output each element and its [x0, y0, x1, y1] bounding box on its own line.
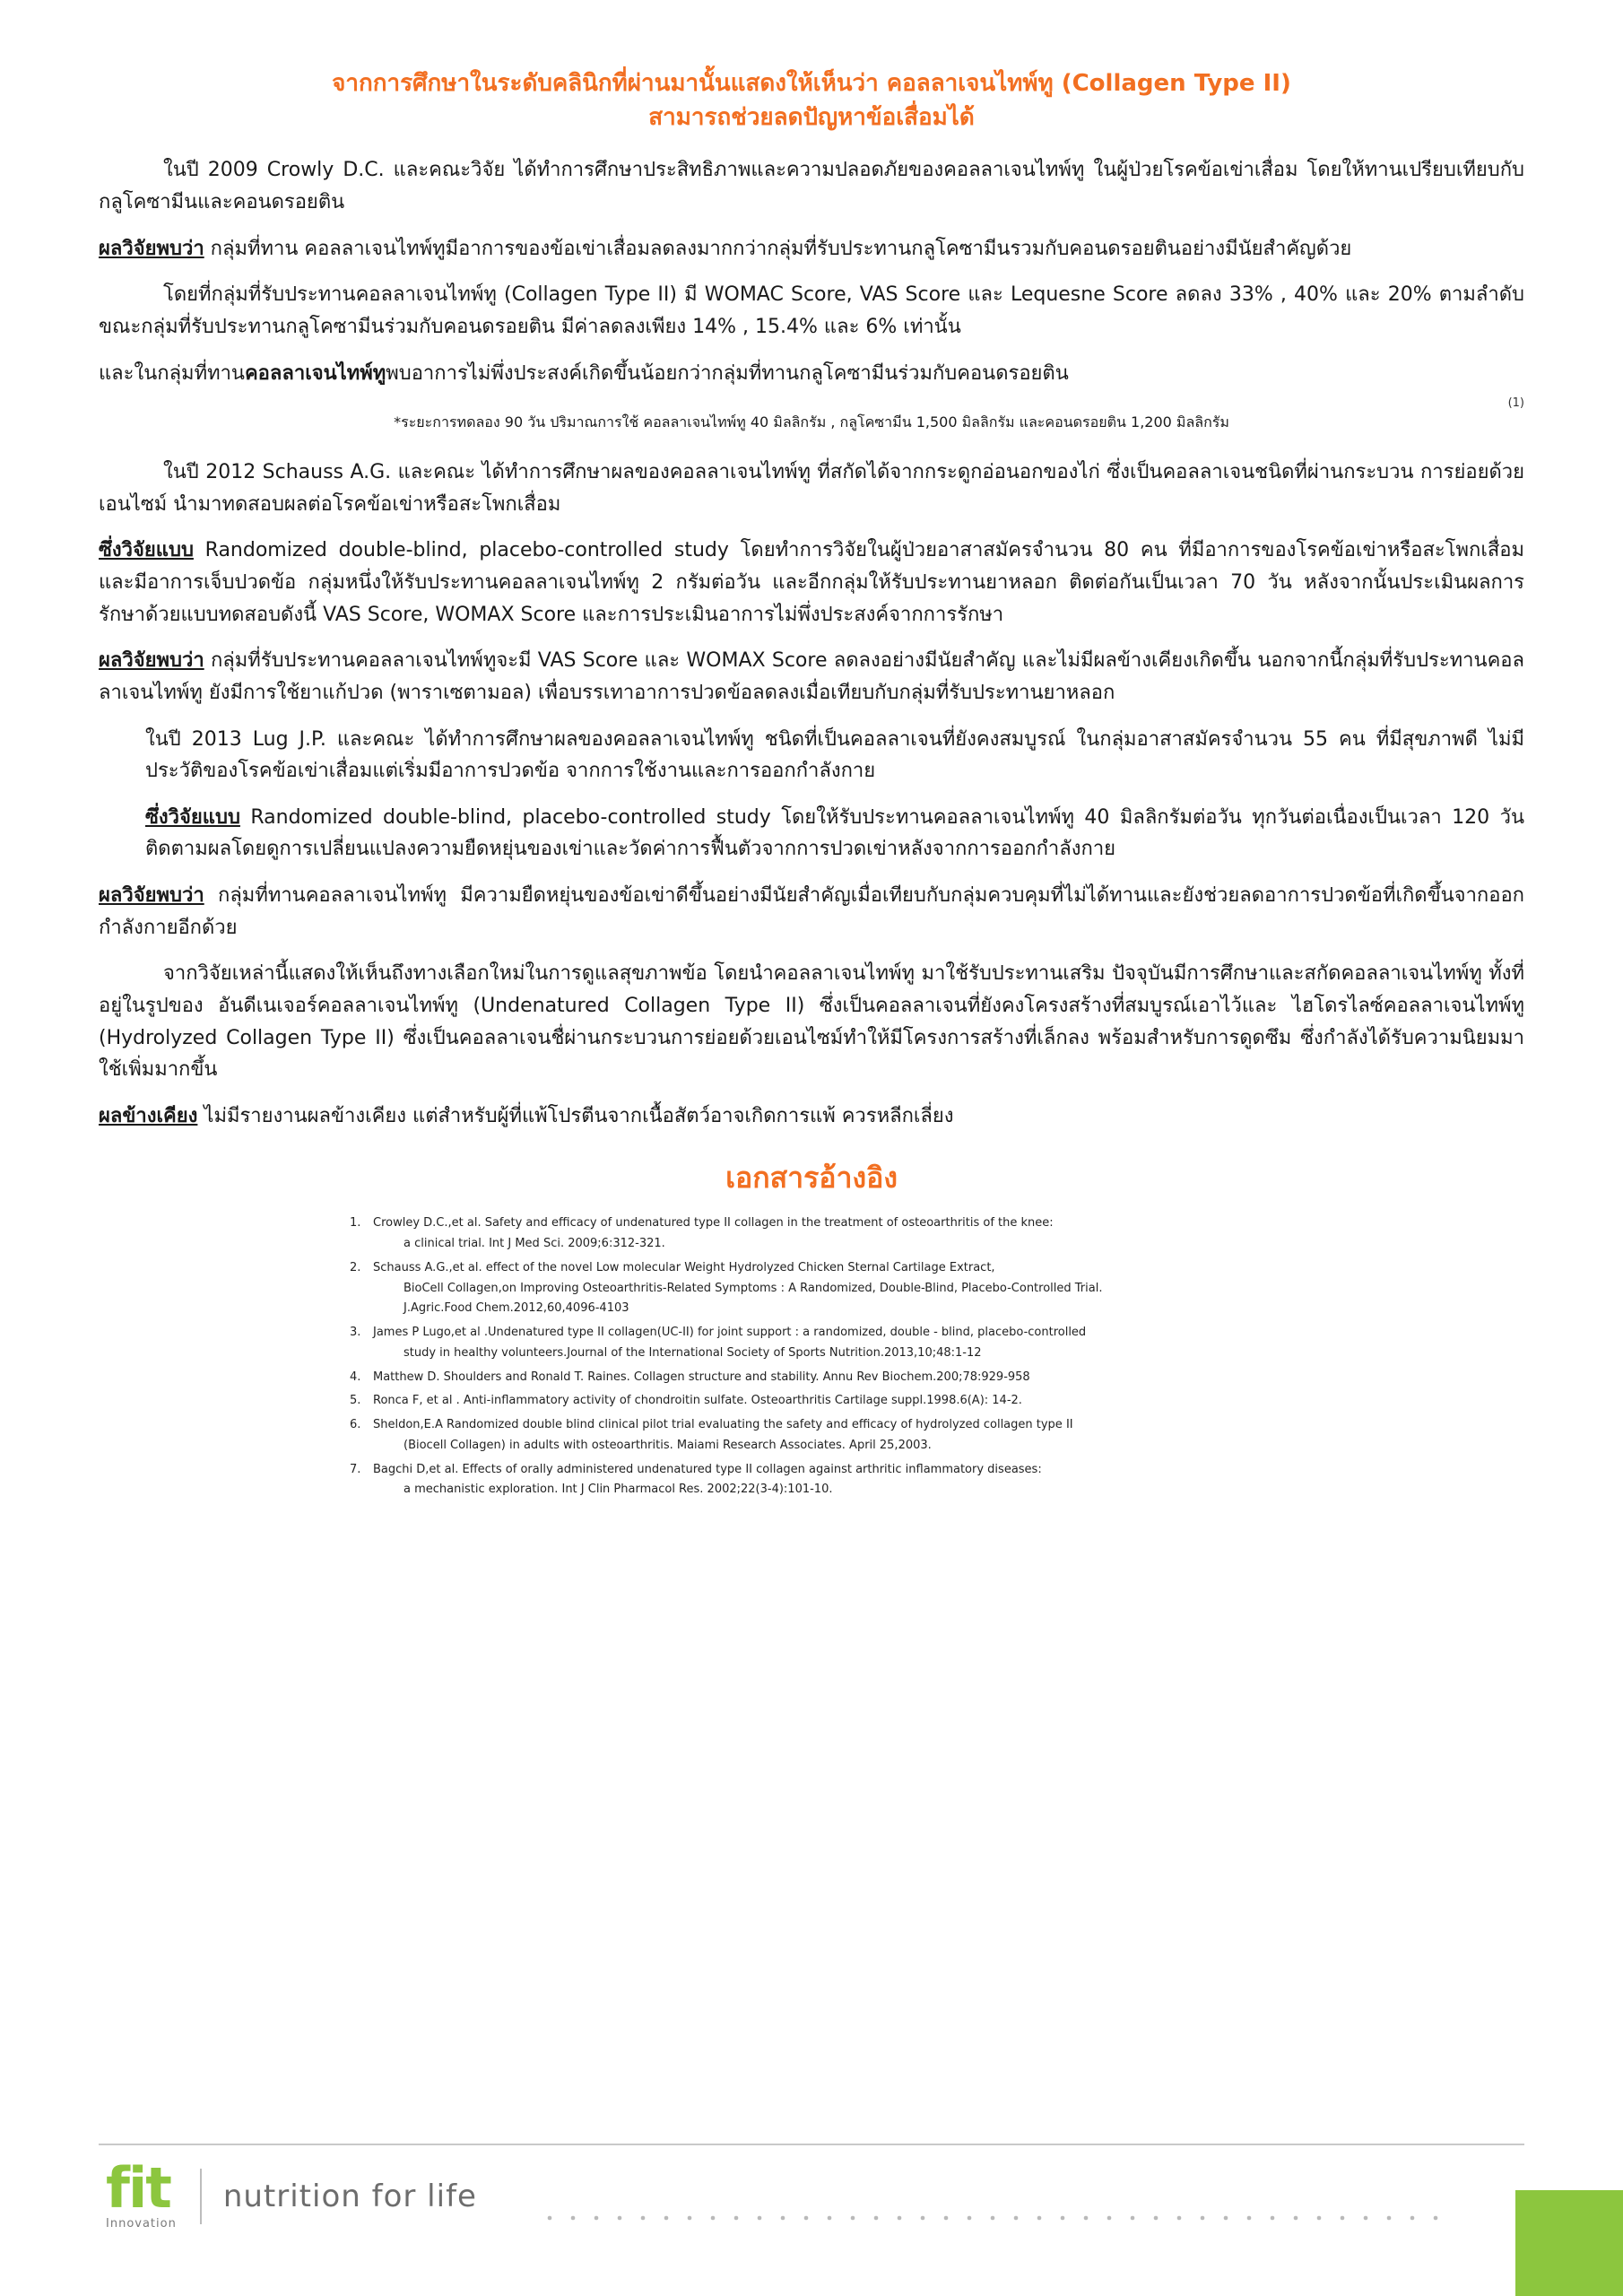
citation-marker: (1)	[1507, 396, 1524, 411]
list-item	[350, 1323, 1273, 1364]
list-item	[350, 1258, 1273, 1319]
logo-subtitle: Innovation	[106, 2216, 177, 2231]
page-title	[99, 67, 1524, 135]
paragraph-10	[99, 880, 1524, 944]
paragraph-9	[145, 802, 1524, 865]
paragraph-5: ในปี 2012 Schauss A.G. และคณะ ได้ทำการศึกษาผลของคอลลาเจนไทพ์ทู ที่สกัดได้จากกระดูกอ่อนอกของไก่ ซึ่งเป็นคอลลาเจนชนิดที่ผ่านกระบวน การย่อยด้วยเอนไซม์ นำมาทดสอบผลต่อโรคข้อเข่าหรือสะโพกเสื่อม	[99, 461, 1524, 516]
paragraph-6	[99, 535, 1524, 631]
paragraph-7-text: กลุ่มที่รับประทานคอลลาเจนไทพ์ทูจะมี VAS Score และ WOMAX Score ลดลงอย่างมีนัยสำคัญ และไม่มีผลข้างเคียงเกิดขึ้น นอกจากนี้กลุ่มที่รับประทานคอลลาเจนไทพ์ทู ยังมีการใช้ยาแก้ปวด (พาราเซตามอล) เพื่อบรรเทาอาการปวดข้อลดลงเมื่อเทียบกับกลุ่มที่รับประทานยาหลอก	[99, 649, 1524, 704]
dotted-rule	[538, 2213, 1444, 2222]
footer-accent-block	[1515, 2190, 1623, 2296]
brand-logo	[106, 2155, 477, 2231]
references-title: เอกสารอ้างอิง	[725, 1161, 898, 1196]
paragraph-12	[99, 1100, 1524, 1133]
paragraph-3: โดยที่กลุ่มที่รับประทานคอลลาเจนไทพ์ทู (Collagen Type II) มี WOMAC Score, VAS Score และ Lequesne Score ลดลง 33% , 40% และ 20% ตามลำดับ ขณะกลุ่มที่รับประทานกลูโคซามีนร่วมกับคอนดรอยติน มีค่าลดลงเพียง 14% , 15.4% และ 6% เท่านั้น	[99, 283, 1524, 338]
title-line-2: สามารถช่วยลดปัญหาข้อเสื่อมได้	[648, 103, 975, 131]
list-item	[350, 1368, 1273, 1388]
reference-line: Sheldon,E.A Randomized double blind clinical pilot trial evaluating the safety and efficacy of hydrolyzed collagen type II	[373, 1418, 1073, 1432]
paragraph-8: ในปี 2013 Lug J.P. และคณะ ได้ทำการศึกษาผลของคอลลาเจนไทพ์ทู ชนิดที่เป็นคอลลาเจนที่ยังคงสมบูรณ์ ในกลุ่มอาสาสมัครจำนวน 55 คน ที่มีสุขภาพดี ไม่มีประวัติของโรคข้อเข่าเสื่อมแต่เริ่มมีอาการปวดข้อ จากการใช้งานและการออกกำลังกาย	[145, 727, 1524, 783]
logo-divider	[200, 2169, 202, 2224]
paragraph-4-bold: คอลลาเจนไทพ์ทู	[244, 361, 386, 385]
footnote: *ระยะการทดลอง 90 วัน ปริมาณการใช้ คอลลาเจนไทพ์ทู 40 มิลลิกรัม , กลูโคซามีน 1,500 มิลลิกรัม และคอนดรอยติน 1,200 มิลลิกรัม	[394, 413, 1229, 431]
paragraph-11: จากวิจัยเหล่านี้แสดงให้เห็นถึงทางเลือกใหม่ในการดูแลสุขภาพข้อ โดยนำคอลลาเจนไทพ์ทู มาใช้รับประทานเสริม ปัจจุบันมีการศึกษาและสกัดคอลลาเจนไทพ์ทู ทั้งที่อยู่ในรูปของ อันดีเนเจอร์คอลลาเจนไทพ์ทู (Undenatured Collagen Type II) ซึ่งเป็นคอลลาเจนที่ยังคงโครงสร้างที่สมบูรณ์เอาไว้และ ไฮโดรไลซ์คอลลาเจนไทพ์ทู (Hydrolyzed Collagen Type II) ซึ่งเป็นคอลลาเจนชื่ผ่านกระบวนการย่อยด้วยเอนไซม์ทำให้มีโครงการสร้างที่เล็กลง พร้อมสำหรับการดูดซึม ซึ่งกำลังได้รับความนิยมมาใช้เพิ่มมากขึ้น	[99, 962, 1524, 1082]
paragraph-9-label: ซึ่งวิจัยแบบ	[145, 805, 240, 829]
reference-line: J.Agric.Food Chem.2012,60,4096-4103	[404, 1301, 629, 1316]
paragraph-7	[99, 645, 1524, 709]
paragraph-4-pre: และในกลุ่มที่ทาน	[99, 361, 245, 385]
paragraph-12-label: ผลข้างเคียง	[99, 1104, 198, 1127]
paragraph-4	[99, 358, 1524, 390]
reference-line: a mechanistic exploration. Int J Clin Pharmacol Res. 2002;22(3-4):101-10.	[404, 1483, 833, 1497]
paragraph-12-text: ไม่มีรายงานผลข้างเคียง แต่สำหรับผู้ที่แพ้โปรตีนจากเนื้อสัตว์อาจเกิดการแพ้ ควรหลีกเลี่ยง	[197, 1104, 954, 1127]
list-item	[350, 1415, 1273, 1457]
reference-line: study in healthy volunteers.Journal of the International Society of Sports Nutrition.2013,10;48:1-12	[404, 1345, 982, 1360]
paragraph-6-text: Randomized double-blind, placebo-controlled study โดยทำการวิจัยในผู้ป่วยอาสาสมัครจำนวน 80 คน ที่มีอาการของโรคข้อเข่าหรือสะโพกเสื่อม และมีอาการเจ็บปวดข้อ กลุ่มหนึ่งให้รับประทานคอลลาเจนไทพ์ทู 2 กรัมต่อวัน และอีกกลุ่มให้รับประทานยาหลอก ติดต่อกันเป็นเวลา 70 วัน หลังจากนั้นประเมินผลการรักษาด้วยแบบทดสอบดังนี้ VAS Score, WOMAX Score และการประเมินอาการไม่พึ่งประสงค์จากการรักษา	[99, 539, 1524, 626]
paragraph-9-text: Randomized double-blind, placebo-controlled study โดยให้รับประทานคอลลาเจนไทพ์ทู 40 มิลลิกรัมต่อวัน ทุกวันต่อเนื่องเป็นเวลา 120 วัน ติดตามผลโดยดูการเปลี่ยนแปลงความยืดหยุ่นของเข่าและวัดค่าการฟื้นตัวจากการปวดเข่าหลังจากการออกกำลังกาย	[145, 805, 1524, 861]
reference-line: Matthew D. Shoulders and Ronald T. Raines. Collagen structure and stability. Annu Rev Biochem.200;78:929-958	[373, 1370, 1030, 1384]
paragraph-4-post: พบอาการไม่พึ่งประสงค์เกิดขึ้นน้อยกว่ากลุ่มที่ทานกลูโคซามีนร่วมกับคอนดรอยติน	[386, 361, 1069, 385]
page-footer	[0, 2144, 1623, 2296]
paragraph-2-label: ผลวิจัยพบว่า	[99, 237, 204, 260]
logo-wordmark: fit	[106, 2155, 170, 2221]
brand-tagline: nutrition for life	[222, 2179, 477, 2215]
paragraph-2	[99, 233, 1524, 265]
paragraph-10-text: กลุ่มที่ทานคอลลาเจนไทพ์ทู มีความยืดหยุ่นของข้อเข่าดีขึ้นอย่างมีนัยสำคัญเมื่อเทียบกับกลุ่มควบคุมที่ไม่ได้ทานและยังช่วยลดอาการปวดข้อที่เกิดขึ้นจากออกกำลังกายอีกด้วย	[99, 884, 1524, 939]
reference-line: Ronca F, et al . Anti-inflammatory activity of chondroitin sulfate. Osteoarthritis Cartilage suppl.1998.6(A): 14-2.	[373, 1394, 1022, 1408]
title-line-1: จากการศึกษาในระดับคลินิกที่ผ่านมานั้นแสดงให้เห็นว่า คอลลาเจนไทพ์ทู (Collagen Type II)	[332, 70, 1291, 97]
paragraph-7-label: ผลวิจัยพบว่า	[99, 649, 204, 673]
reference-line: James P Lugo,et al .Undenatured type II collagen(UC-II) for joint support : a randomized, double - blind, placebo-controlled	[373, 1326, 1087, 1340]
paragraph-6-label: ซึ่งวิจัยแบบ	[99, 539, 194, 562]
paragraph-2-text: กลุ่มที่ทาน คอลลาเจนไทพ์ทูมีอาการของข้อเข่าเสื่อมลดลงมากกว่ากลุ่มที่รับประทานกลูโคซามีนรวมกับคอนดรอยตินอย่างมีนัยสำคัญด้วย	[204, 237, 1352, 260]
reference-line: Crowley D.C.,et al. Safety and efficacy of undenatured type II collagen in the treatment of osteoarthritis of the knee:	[373, 1216, 1054, 1231]
references-list	[350, 1213, 1273, 1500]
footer-divider	[99, 2144, 1524, 2145]
reference-line: BioCell Collagen,on Improving Osteoarthritis-Related Symptoms : A Randomized, Double-Blind, Placebo-Controlled Trial.	[404, 1281, 1103, 1295]
reference-line: (Biocell Collagen) in adults with osteoarthritis. Maiami Research Associates. April 25,2003.	[404, 1438, 932, 1452]
reference-line: a clinical trial. Int J Med Sci. 2009;6:312-321.	[404, 1237, 665, 1251]
reference-line: Schauss A.G.,et al. effect of the novel Low molecular Weight Hydrolyzed Chicken Sternal Cartilage Extract,	[373, 1260, 995, 1274]
list-item	[350, 1213, 1273, 1255]
paragraph-1: ในปี 2009 Crowly D.C. และคณะวิจัย ได้ทำการศึกษาประสิทธิภาพและความปลอดภัยของคอลลาเจนไทพ์ทู ในผู้ป่วยโรคข้อเข่าเสื่อม โดยให้ทานเปรียบเทียบกับ กลูโคซามีนและคอนดรอยติน	[99, 159, 1524, 213]
reference-line: Bagchi D,et al. Effects of orally administered undenatured type II collagen against arthritic inflammatory diseases:	[373, 1462, 1042, 1476]
list-item	[350, 1391, 1273, 1412]
paragraph-10-label: ผลวิจัยพบว่า	[99, 884, 204, 907]
list-item	[350, 1460, 1273, 1501]
